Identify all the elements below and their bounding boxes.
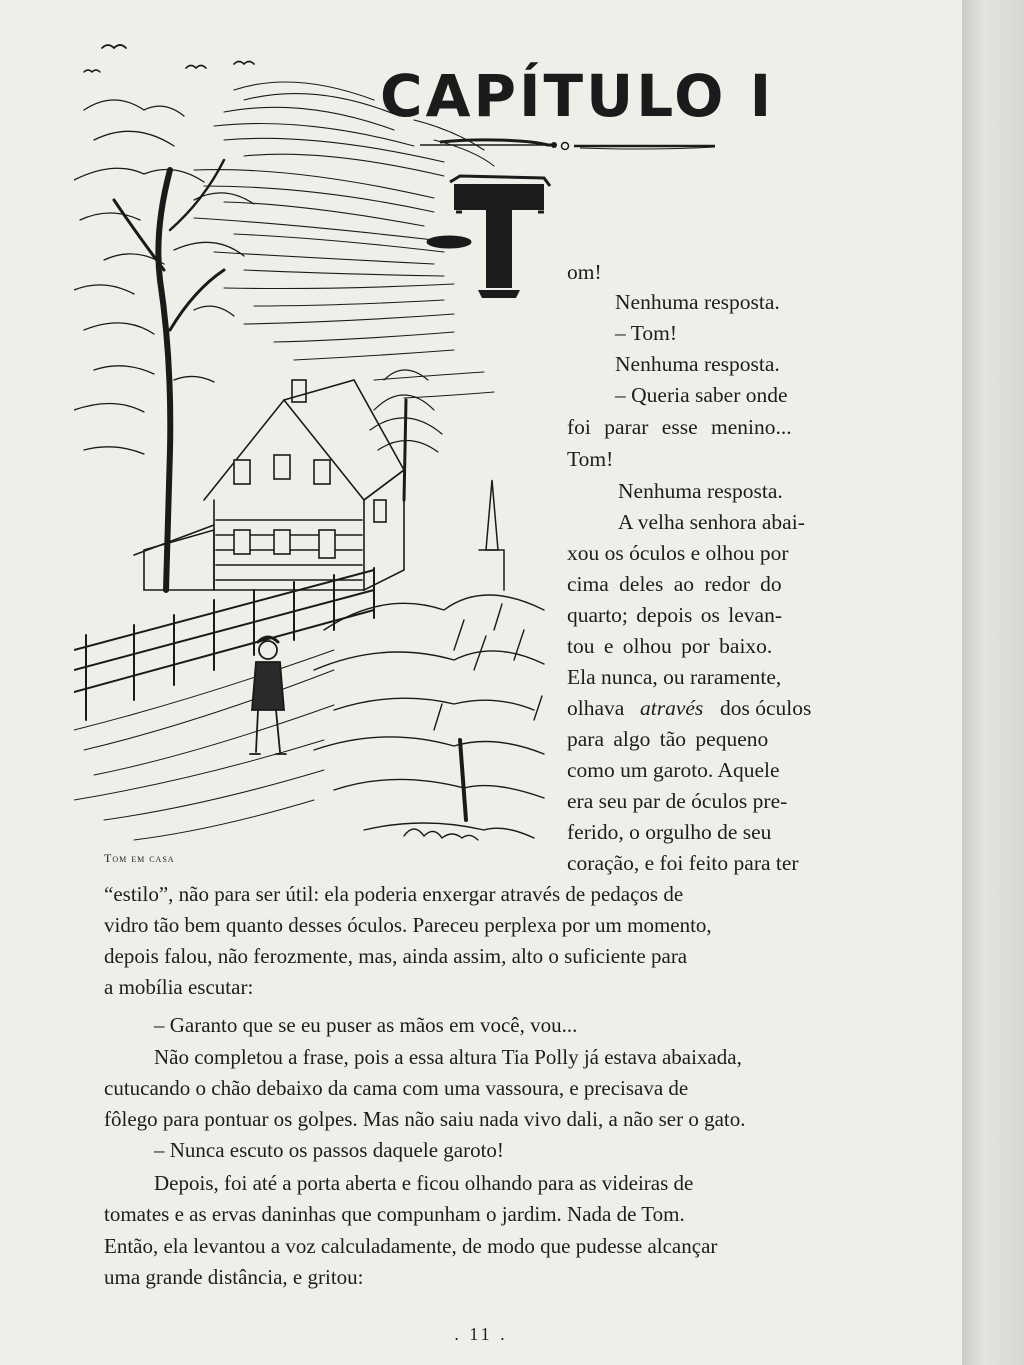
column-line: dos óculos: [720, 696, 812, 720]
column-line: olhava: [567, 696, 625, 720]
column-line: xou os óculos e olhou por: [567, 541, 789, 565]
page-number: . 11 .: [454, 1324, 508, 1344]
column-line: Ela nunca, ou raramente,: [567, 665, 782, 689]
column-line: Nenhuma resposta.: [618, 479, 783, 503]
drop-cap-letter: T: [496, 197, 502, 204]
column-line: Tom!: [567, 447, 614, 471]
body-line: – Nunca escuto os passos daquele garoto!: [154, 1138, 504, 1162]
column-line-emphasis: através: [640, 696, 704, 720]
column-line: Nenhuma resposta.: [615, 290, 780, 314]
body-line: a mobília escutar:: [104, 975, 254, 999]
body-line: Depois, foi até a porta aberta e ficou olhando para as videiras de: [154, 1171, 694, 1195]
drop-cap: [448, 172, 552, 302]
body-line: tomates e as ervas daninhas que compunham o jardim. Nada de Tom.: [104, 1202, 685, 1226]
body-line: Não completou a frase, pois a essa altura Tia Polly já estava abaixada,: [154, 1045, 742, 1069]
column-line: ferido, o orgulho de seu: [567, 820, 772, 844]
body-line: – Garanto que se eu puser as mãos em você, vou...: [154, 1013, 578, 1037]
body-line: fôlego para pontuar os golpes. Mas não saiu nada vivo dali, a não ser o gato.: [104, 1107, 746, 1131]
column-line: – Queria saber onde: [615, 383, 788, 407]
tom-at-home-illustration: [74, 30, 556, 862]
column-line: – Tom!: [615, 321, 678, 345]
column-line: tou e olhou por baixo.: [567, 634, 773, 658]
facing-page-edge: [962, 0, 1024, 1365]
column-line: como um garoto. Aquele: [567, 758, 780, 782]
chapter-title: CAPÍTULO I: [380, 62, 775, 130]
column-line: Nenhuma resposta.: [615, 352, 780, 376]
body-line: vidro tão bem quanto desses óculos. Pareceu perplexa por um momento,: [104, 913, 712, 937]
column-line: foi parar esse menino...: [567, 415, 792, 439]
body-line: depois falou, não ferozmente, mas, ainda assim, alto o suficiente para: [104, 944, 688, 968]
column-line: om!: [567, 260, 602, 284]
body-line: uma grande distância, e gritou:: [104, 1265, 364, 1289]
column-line: quarto; depois os levan-: [567, 603, 782, 627]
column-line: A velha senhora abai-: [618, 510, 805, 534]
column-line: coração, e foi feito para ter: [567, 851, 799, 875]
body-line: “estilo”, não para ser útil: ela poderia enxergar através de pedaços de: [104, 882, 684, 906]
column-line: era seu par de óculos pre-: [567, 789, 788, 813]
column-line: cima deles ao redor do: [567, 572, 782, 596]
column-line: para algo tão pequeno: [567, 727, 769, 751]
illustration-caption: Tom em casa: [104, 851, 175, 865]
body-line: Então, ela levantou a voz calculadamente, de modo que pudesse alcançar: [104, 1234, 718, 1258]
body-line: cutucando o chão debaixo da cama com uma vassoura, e precisava de: [104, 1076, 689, 1100]
